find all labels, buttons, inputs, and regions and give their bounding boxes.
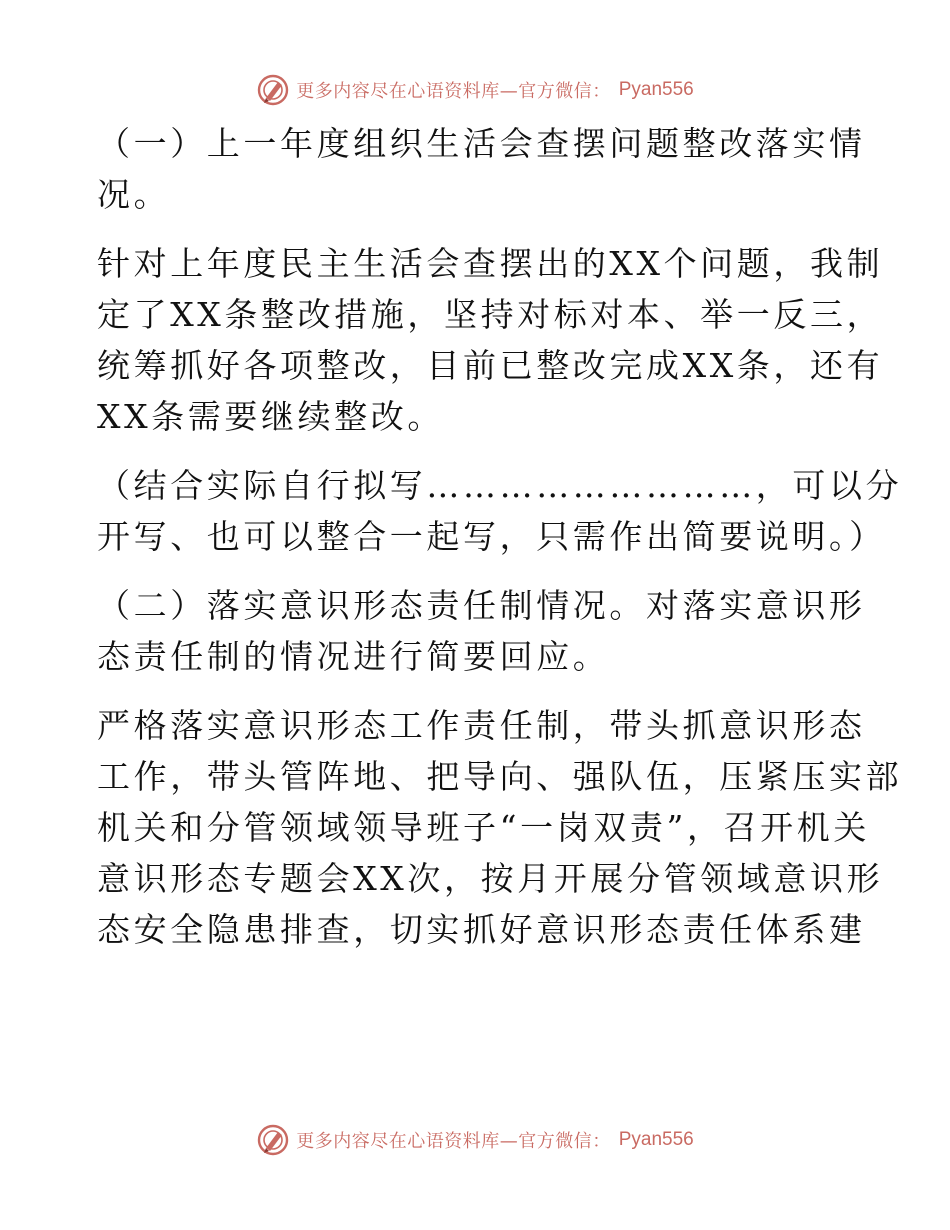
pen-logo-icon xyxy=(256,73,290,107)
paragraph-section-two-heading xyxy=(97,580,866,682)
text-line: XX条需要继续整改。 xyxy=(97,397,444,436)
text-line: 统筹抓好各项整改，目前已整改完成XX条，还有 xyxy=(97,346,884,385)
header-banner-inner xyxy=(256,73,694,107)
document-body xyxy=(97,118,903,973)
text-line: 况。 xyxy=(97,175,171,214)
header-wechat-id: Pyan556 xyxy=(618,79,694,100)
paragraph-section-one-heading xyxy=(97,118,866,220)
text-line: 工作，带头管阵地、把导向、强队伍，压紧压实部 xyxy=(97,757,903,796)
text-line: 定了XX条整改措施，坚持对标对本、举一反三， xyxy=(97,295,884,334)
header-banner xyxy=(0,70,950,110)
text-line: 严格落实意识形态工作责任制，带头抓意识形态 xyxy=(97,706,866,745)
text-line: （结合实际自行拟写………………………，可以分 xyxy=(97,466,903,505)
text-line: 态责任制的情况进行简要回应。 xyxy=(97,637,610,676)
footer-wechat-id: Pyan556 xyxy=(618,1129,694,1150)
text-line: 开写、也可以整合一起写，只需作出简要说明。） xyxy=(97,517,886,556)
text-line: 态安全隐患排查，切实抓好意识形态责任体系建 xyxy=(97,910,866,949)
paragraph-note xyxy=(97,460,903,562)
footer-banner xyxy=(0,1120,950,1160)
text-line: 机关和分管领域领导班子“一岗双责”，召开机关 xyxy=(97,808,870,847)
footer-banner-text: 更多内容尽在心语资料库—官方微信： xyxy=(296,1131,611,1152)
text-line: 针对上年度民主生活会查摆出的XX个问题，我制 xyxy=(97,244,884,283)
paragraph-section-one-body xyxy=(97,238,884,442)
paragraph-section-two-body xyxy=(97,700,903,955)
text-line: 意识形态专题会XX次，按月开展分管领域意识形 xyxy=(97,859,884,898)
text-line: （一）上一年度组织生活会查摆问题整改落实情 xyxy=(97,124,866,163)
header-banner-text: 更多内容尽在心语资料库—官方微信： xyxy=(296,81,611,102)
pen-logo-icon xyxy=(256,1123,290,1157)
footer-banner-inner xyxy=(256,1123,694,1157)
text-line: （二）落实意识形态责任制情况。对落实意识形 xyxy=(97,586,866,625)
